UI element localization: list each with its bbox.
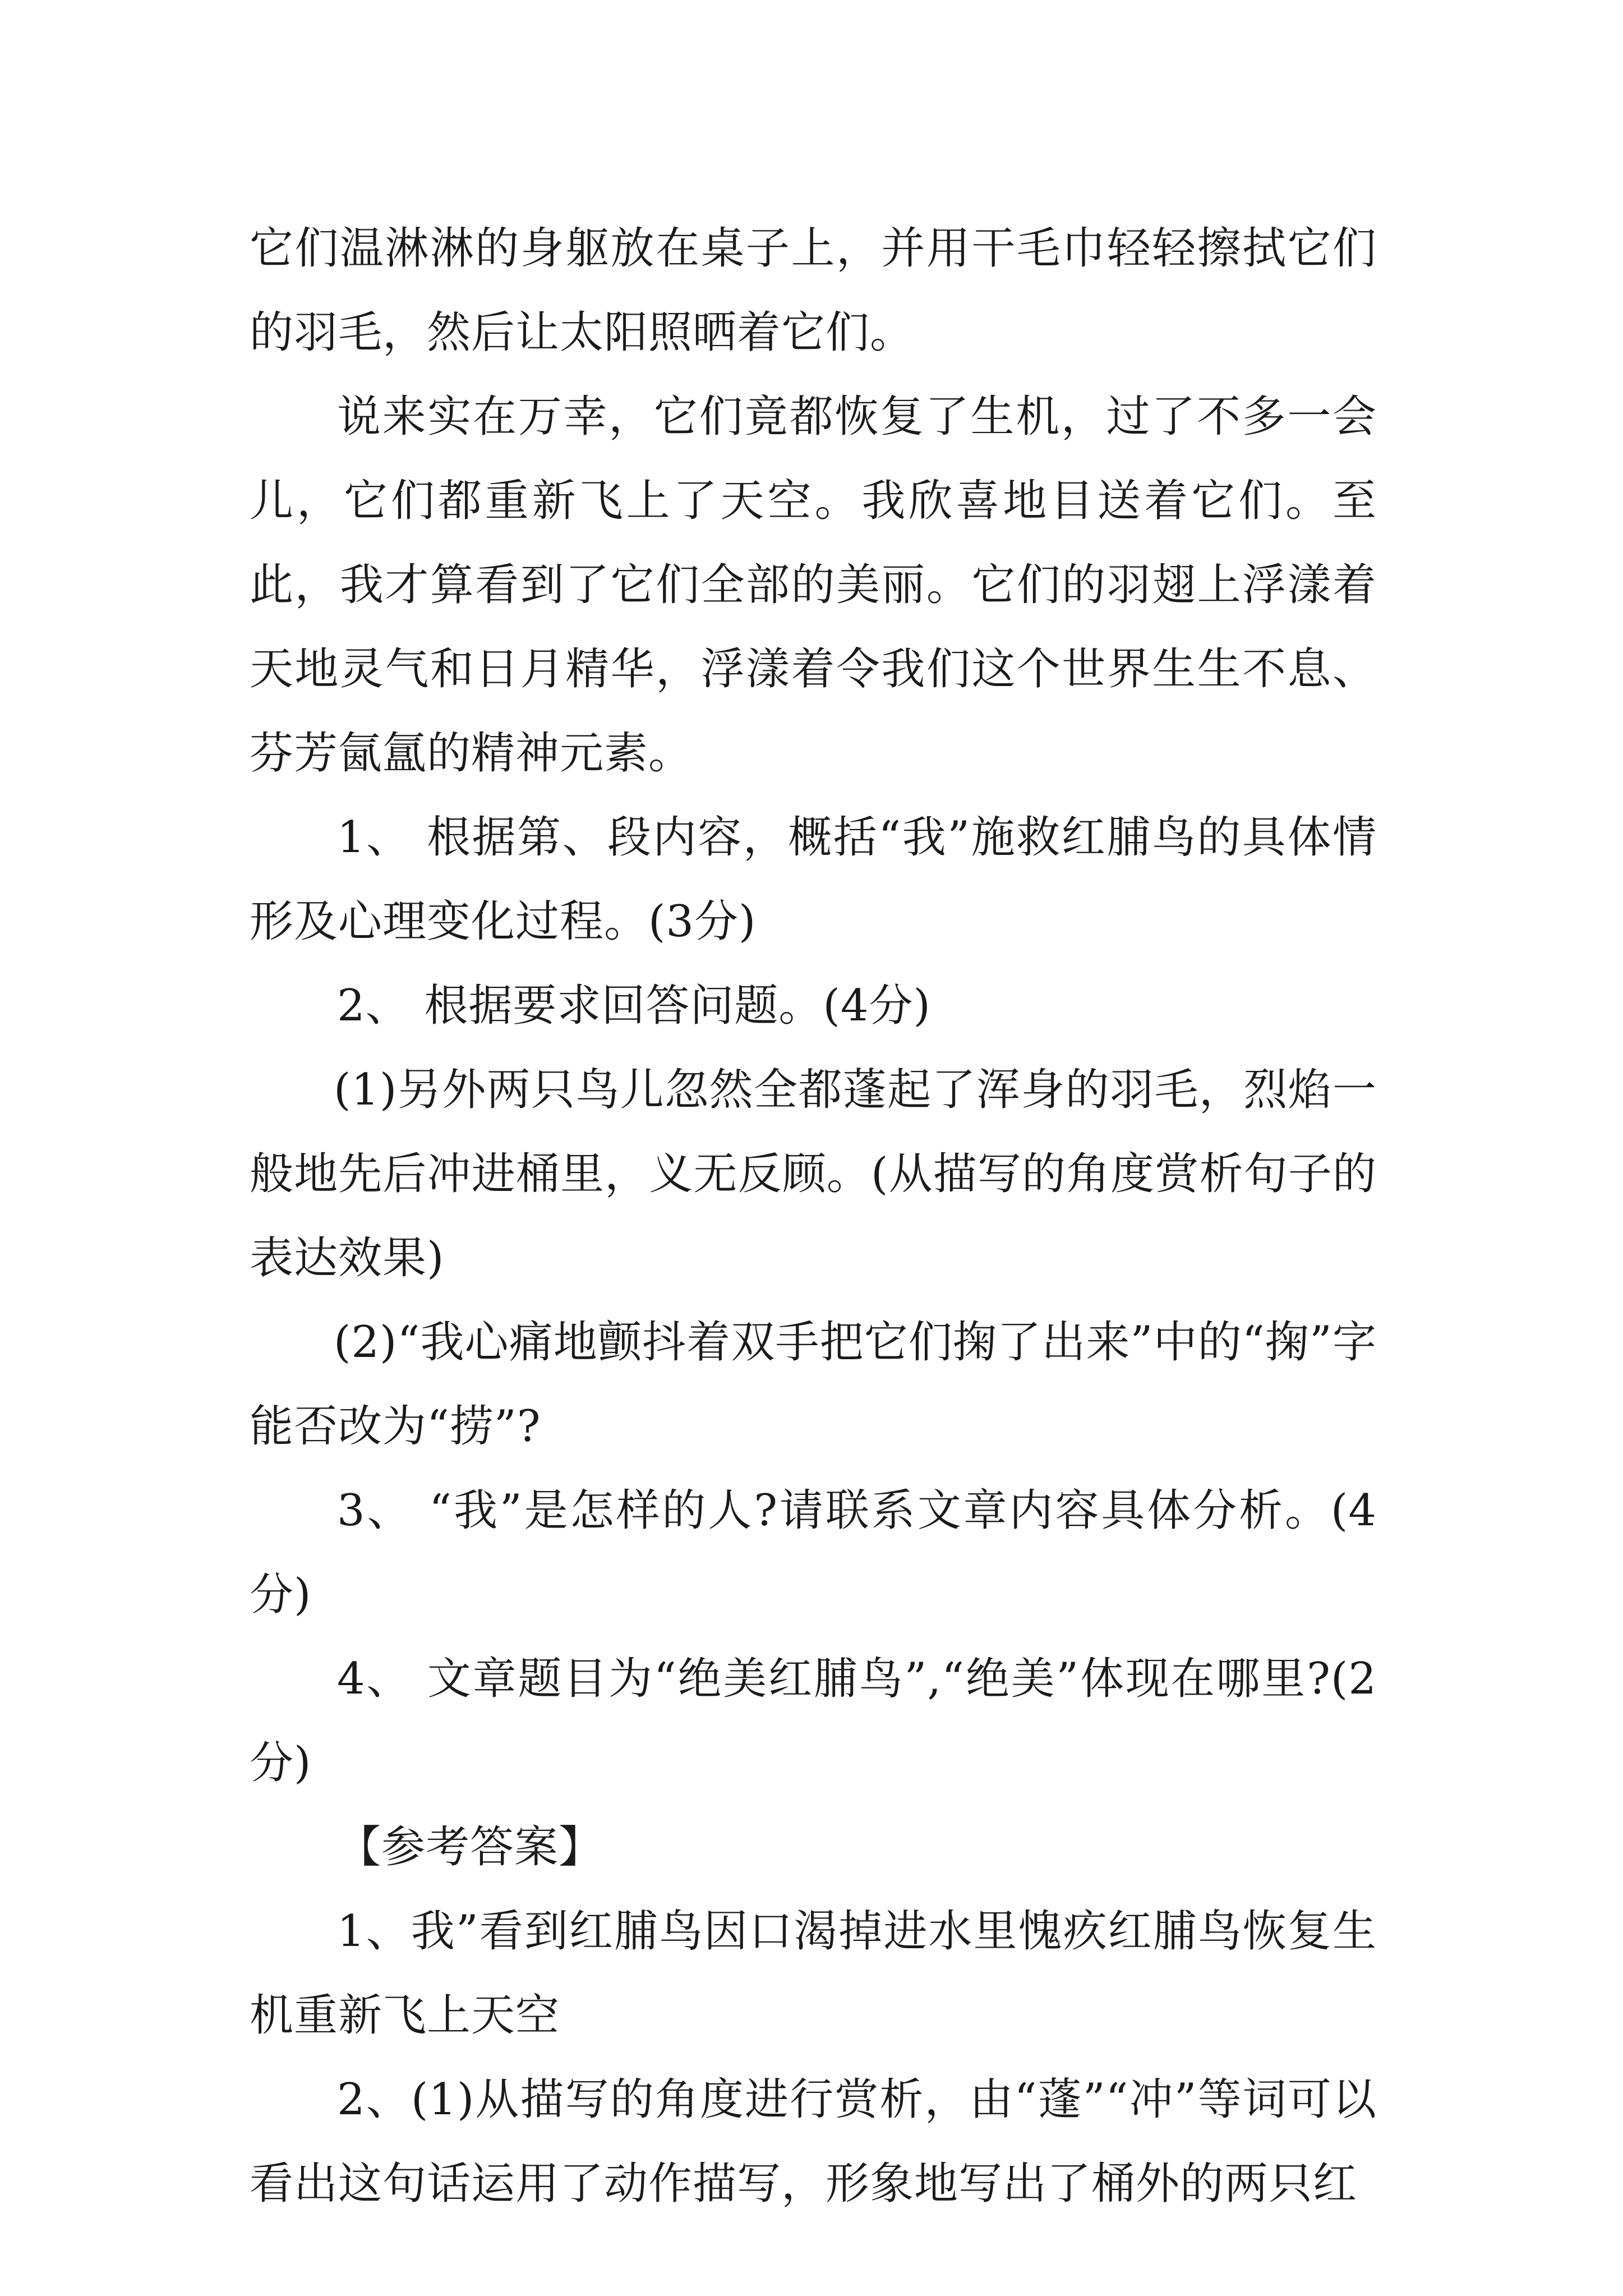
question-2-part-1: (1)另外两只鸟儿忽然全都蓬起了浑身的羽毛，烈焰一般地先后冲进桶里，义无反顾。(从描写的角度赏析句子的表达效果) — [250, 1065, 1377, 1283]
document-body — [250, 206, 1377, 2226]
paragraph-recovery: 说来实在万幸，它们竟都恢复了生机，过了不多一会儿，它们都重新飞上了天空。我欣喜地目送着它们。至此，我才算看到了它们全部的美丽。它们的羽翅上浮漾着天地灵气和日月精华，浮漾着令我们这个世界生生不息、芬芳氤氲的精神元素。 — [250, 392, 1377, 779]
question-1: 1、 根据第、段内容，概括“我”施救红脯鸟的具体情形及心理变化过程。(3分) — [250, 812, 1377, 947]
answer-heading: 【参考答案】 — [337, 1822, 603, 1872]
question-3: 3、 “我”是怎样的人?请联系文章内容具体分析。(4分) — [250, 1485, 1377, 1620]
answer-2: 2、(1)从描写的角度进行赏析，由“蓬”“冲”等词可以看出这句话运用了动作描写，形象地写出了桶外的两只红 — [250, 2074, 1377, 2209]
paragraph-continuation: 它们温淋淋的身躯放在桌子上，并用干毛巾轻轻擦拭它们的羽毛，然后让太阳照晒着它们。 — [250, 223, 1377, 358]
answer-1: 1、我”看到红脯鸟因口渴掉进水里愧疚红脯鸟恢复生机重新飞上天空 — [250, 1906, 1377, 2041]
question-2: 2、 根据要求回答问题。(4分) — [337, 981, 931, 1031]
question-2-part-2: (2)“我心痛地颤抖着双手把它们掬了出来”中的“掬”字能否改为“捞”? — [250, 1317, 1377, 1452]
question-4: 4、 文章题目为“绝美红脯鸟”,“绝美”体现在哪里?(2分) — [250, 1654, 1377, 1788]
